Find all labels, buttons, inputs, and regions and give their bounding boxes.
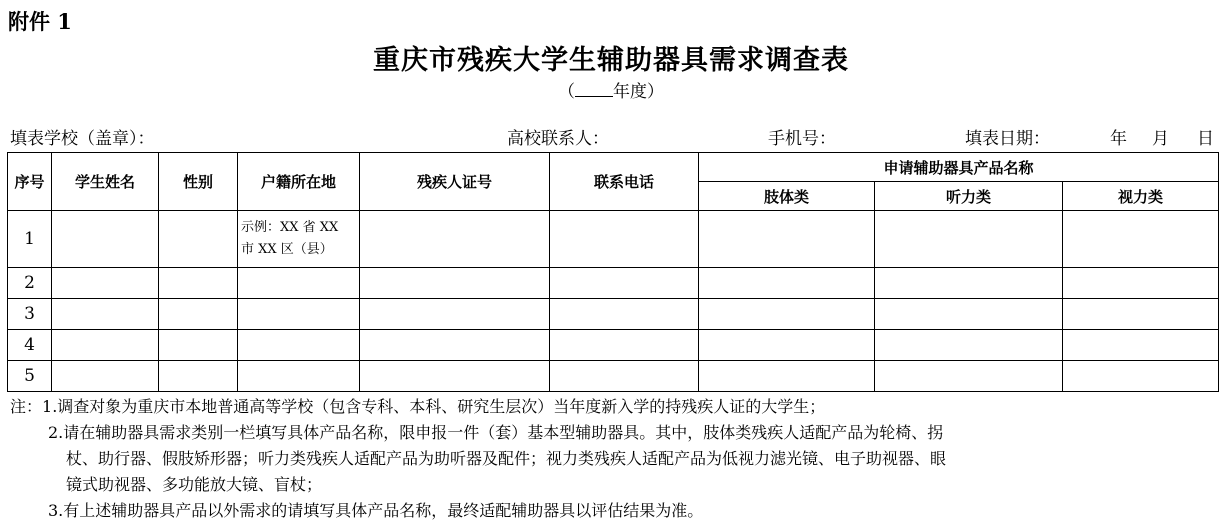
attachment-label: 附件 1	[8, 9, 72, 34]
header-limb: 肢体类	[699, 182, 875, 211]
cell-cert[interactable]	[360, 268, 550, 299]
cell-limb[interactable]	[699, 268, 875, 299]
cell-gender[interactable]	[159, 330, 238, 361]
notes-section	[10, 394, 1215, 524]
header-name: 学生姓名	[52, 153, 159, 211]
cell-household-example[interactable]	[238, 211, 360, 268]
table-row	[8, 361, 1219, 392]
row-seq: 1	[8, 211, 52, 268]
cell-gender[interactable]	[159, 268, 238, 299]
header-vision: 视力类	[1063, 182, 1219, 211]
school-label: 填表学校（盖章）：	[10, 129, 155, 149]
year-close: 年度）	[613, 82, 664, 102]
year-blank-field[interactable]	[575, 82, 613, 97]
cell-name[interactable]	[52, 211, 159, 268]
cell-limb[interactable]	[699, 330, 875, 361]
contact-label: 高校联系人：	[507, 129, 609, 149]
cell-hearing[interactable]	[875, 330, 1063, 361]
cell-hearing[interactable]	[875, 211, 1063, 268]
cell-gender[interactable]	[159, 299, 238, 330]
table-row	[8, 211, 1219, 268]
date-month: 月	[1152, 129, 1169, 149]
header-apply: 申请辅助器具产品名称	[699, 153, 1219, 182]
household-example-line2: 市 XX 区（县）	[241, 242, 333, 257]
cell-vision[interactable]	[1063, 361, 1219, 392]
date-year: 年	[1110, 129, 1127, 149]
phone-label: 手机号：	[768, 129, 836, 149]
cell-cert[interactable]	[360, 330, 550, 361]
note-1-text: 1.调查对象为重庆市本地普通高等学校（包含专科、本科、研究生层次）当年度新入学的持残疾人证的大学生；	[42, 397, 826, 416]
cell-household[interactable]	[238, 268, 360, 299]
cell-cert[interactable]	[360, 299, 550, 330]
cell-vision[interactable]	[1063, 211, 1219, 268]
note-2-line-2: 杖、助行器、假肢矫形器；听力类残疾人适配产品为助听器及配件；视力类残疾人适配产品为低视力滤光镜、电子助视器、眼	[66, 449, 947, 468]
row-seq: 3	[8, 299, 52, 330]
date-label: 填表日期：	[965, 129, 1050, 149]
cell-vision[interactable]	[1063, 299, 1219, 330]
cell-cert[interactable]	[360, 211, 550, 268]
row-seq: 2	[8, 268, 52, 299]
row-seq: 5	[8, 361, 52, 392]
date-day: 日	[1197, 129, 1214, 149]
cell-limb[interactable]	[699, 211, 875, 268]
year-line	[0, 77, 1222, 102]
header-seq: 序号	[8, 153, 52, 211]
table-row	[8, 268, 1219, 299]
note-1	[10, 394, 1215, 420]
year-open: （	[558, 82, 575, 102]
cell-name[interactable]	[52, 268, 159, 299]
notes-prefix: 注：	[10, 397, 43, 416]
cell-vision[interactable]	[1063, 330, 1219, 361]
cell-limb[interactable]	[699, 299, 875, 330]
note-2-line-3: 镜式助视器、多功能放大镜、盲杖；	[66, 475, 323, 494]
header-gender: 性别	[159, 153, 238, 211]
form-title: 重庆市残疾大学生辅助器具需求调查表	[373, 45, 849, 76]
header-hearing: 听力类	[875, 182, 1063, 211]
cell-name[interactable]	[52, 330, 159, 361]
cell-tel[interactable]	[550, 268, 699, 299]
cell-tel[interactable]	[550, 299, 699, 330]
header-cert: 残疾人证号	[360, 153, 550, 211]
table-row	[8, 330, 1219, 361]
survey-table	[7, 152, 1219, 392]
cell-vision[interactable]	[1063, 268, 1219, 299]
cell-cert[interactable]	[360, 361, 550, 392]
cell-household[interactable]	[238, 361, 360, 392]
header-household: 户籍所在地	[238, 153, 360, 211]
cell-name[interactable]	[52, 361, 159, 392]
cell-hearing[interactable]	[875, 268, 1063, 299]
cell-household[interactable]	[238, 299, 360, 330]
row-seq: 4	[8, 330, 52, 361]
cell-tel[interactable]	[550, 211, 699, 268]
note-2-line-1: 2.请在辅助器具需求类别一栏填写具体产品名称，限申报一件（套）基本型辅助器具。其中，肢体类残疾人适配产品为轮椅、拐	[48, 423, 944, 442]
header-tel: 联系电话	[550, 153, 699, 211]
cell-tel[interactable]	[550, 330, 699, 361]
cell-household[interactable]	[238, 330, 360, 361]
cell-name[interactable]	[52, 299, 159, 330]
cell-hearing[interactable]	[875, 299, 1063, 330]
table-row	[8, 299, 1219, 330]
household-example-line1: 示例：XX 省 XX	[241, 220, 339, 235]
cell-hearing[interactable]	[875, 361, 1063, 392]
cell-limb[interactable]	[699, 361, 875, 392]
cell-tel[interactable]	[550, 361, 699, 392]
cell-gender[interactable]	[159, 361, 238, 392]
cell-gender[interactable]	[159, 211, 238, 268]
note-3: 3.有上述辅助器具产品以外需求的请填写具体产品名称，最终适配辅助器具以评估结果为准。	[48, 501, 704, 520]
